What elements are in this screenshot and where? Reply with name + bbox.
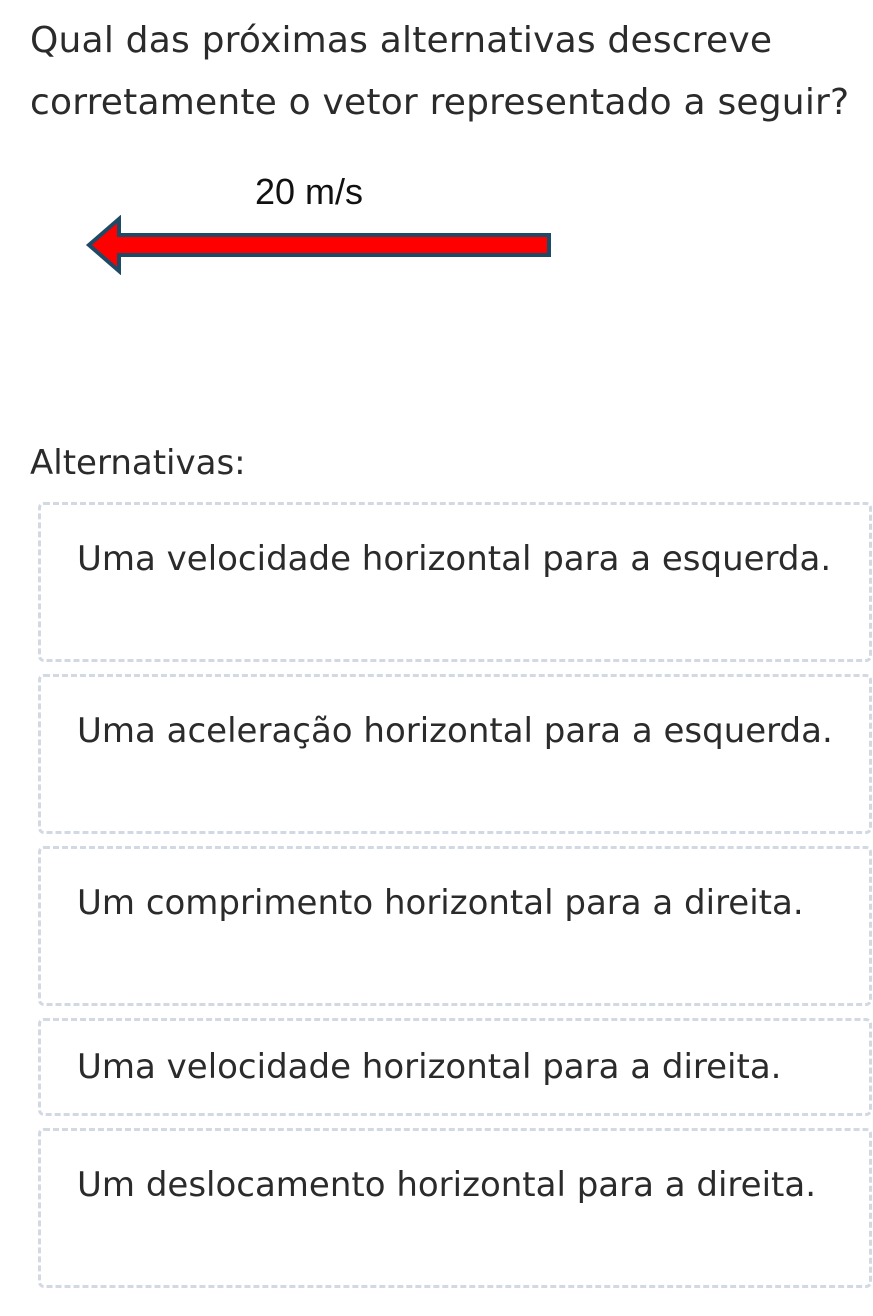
vector-arrow-shape — [89, 219, 549, 271]
question-text: Qual das próximas alternativas descreve corretamente o vetor representado a seguir? — [30, 20, 850, 123]
option-2[interactable]: Uma aceleração horizontal para a esquerda. — [38, 674, 872, 834]
option-1[interactable]: Uma velocidade horizontal para a esquerda. — [38, 502, 872, 662]
left-arrow-icon — [85, 215, 555, 275]
options-list — [38, 502, 872, 1300]
option-3[interactable]: Um comprimento horizontal para a direita. — [38, 846, 872, 1006]
option-5[interactable]: Um deslocamento horizontal para a direita. — [38, 1128, 872, 1288]
option-4[interactable]: Uma velocidade horizontal para a direita. — [38, 1018, 872, 1116]
alternativas-label: Alternativas: — [30, 443, 246, 483]
vector-magnitude-label: 20 m/s — [255, 171, 364, 212]
vector-figure — [85, 165, 555, 275]
